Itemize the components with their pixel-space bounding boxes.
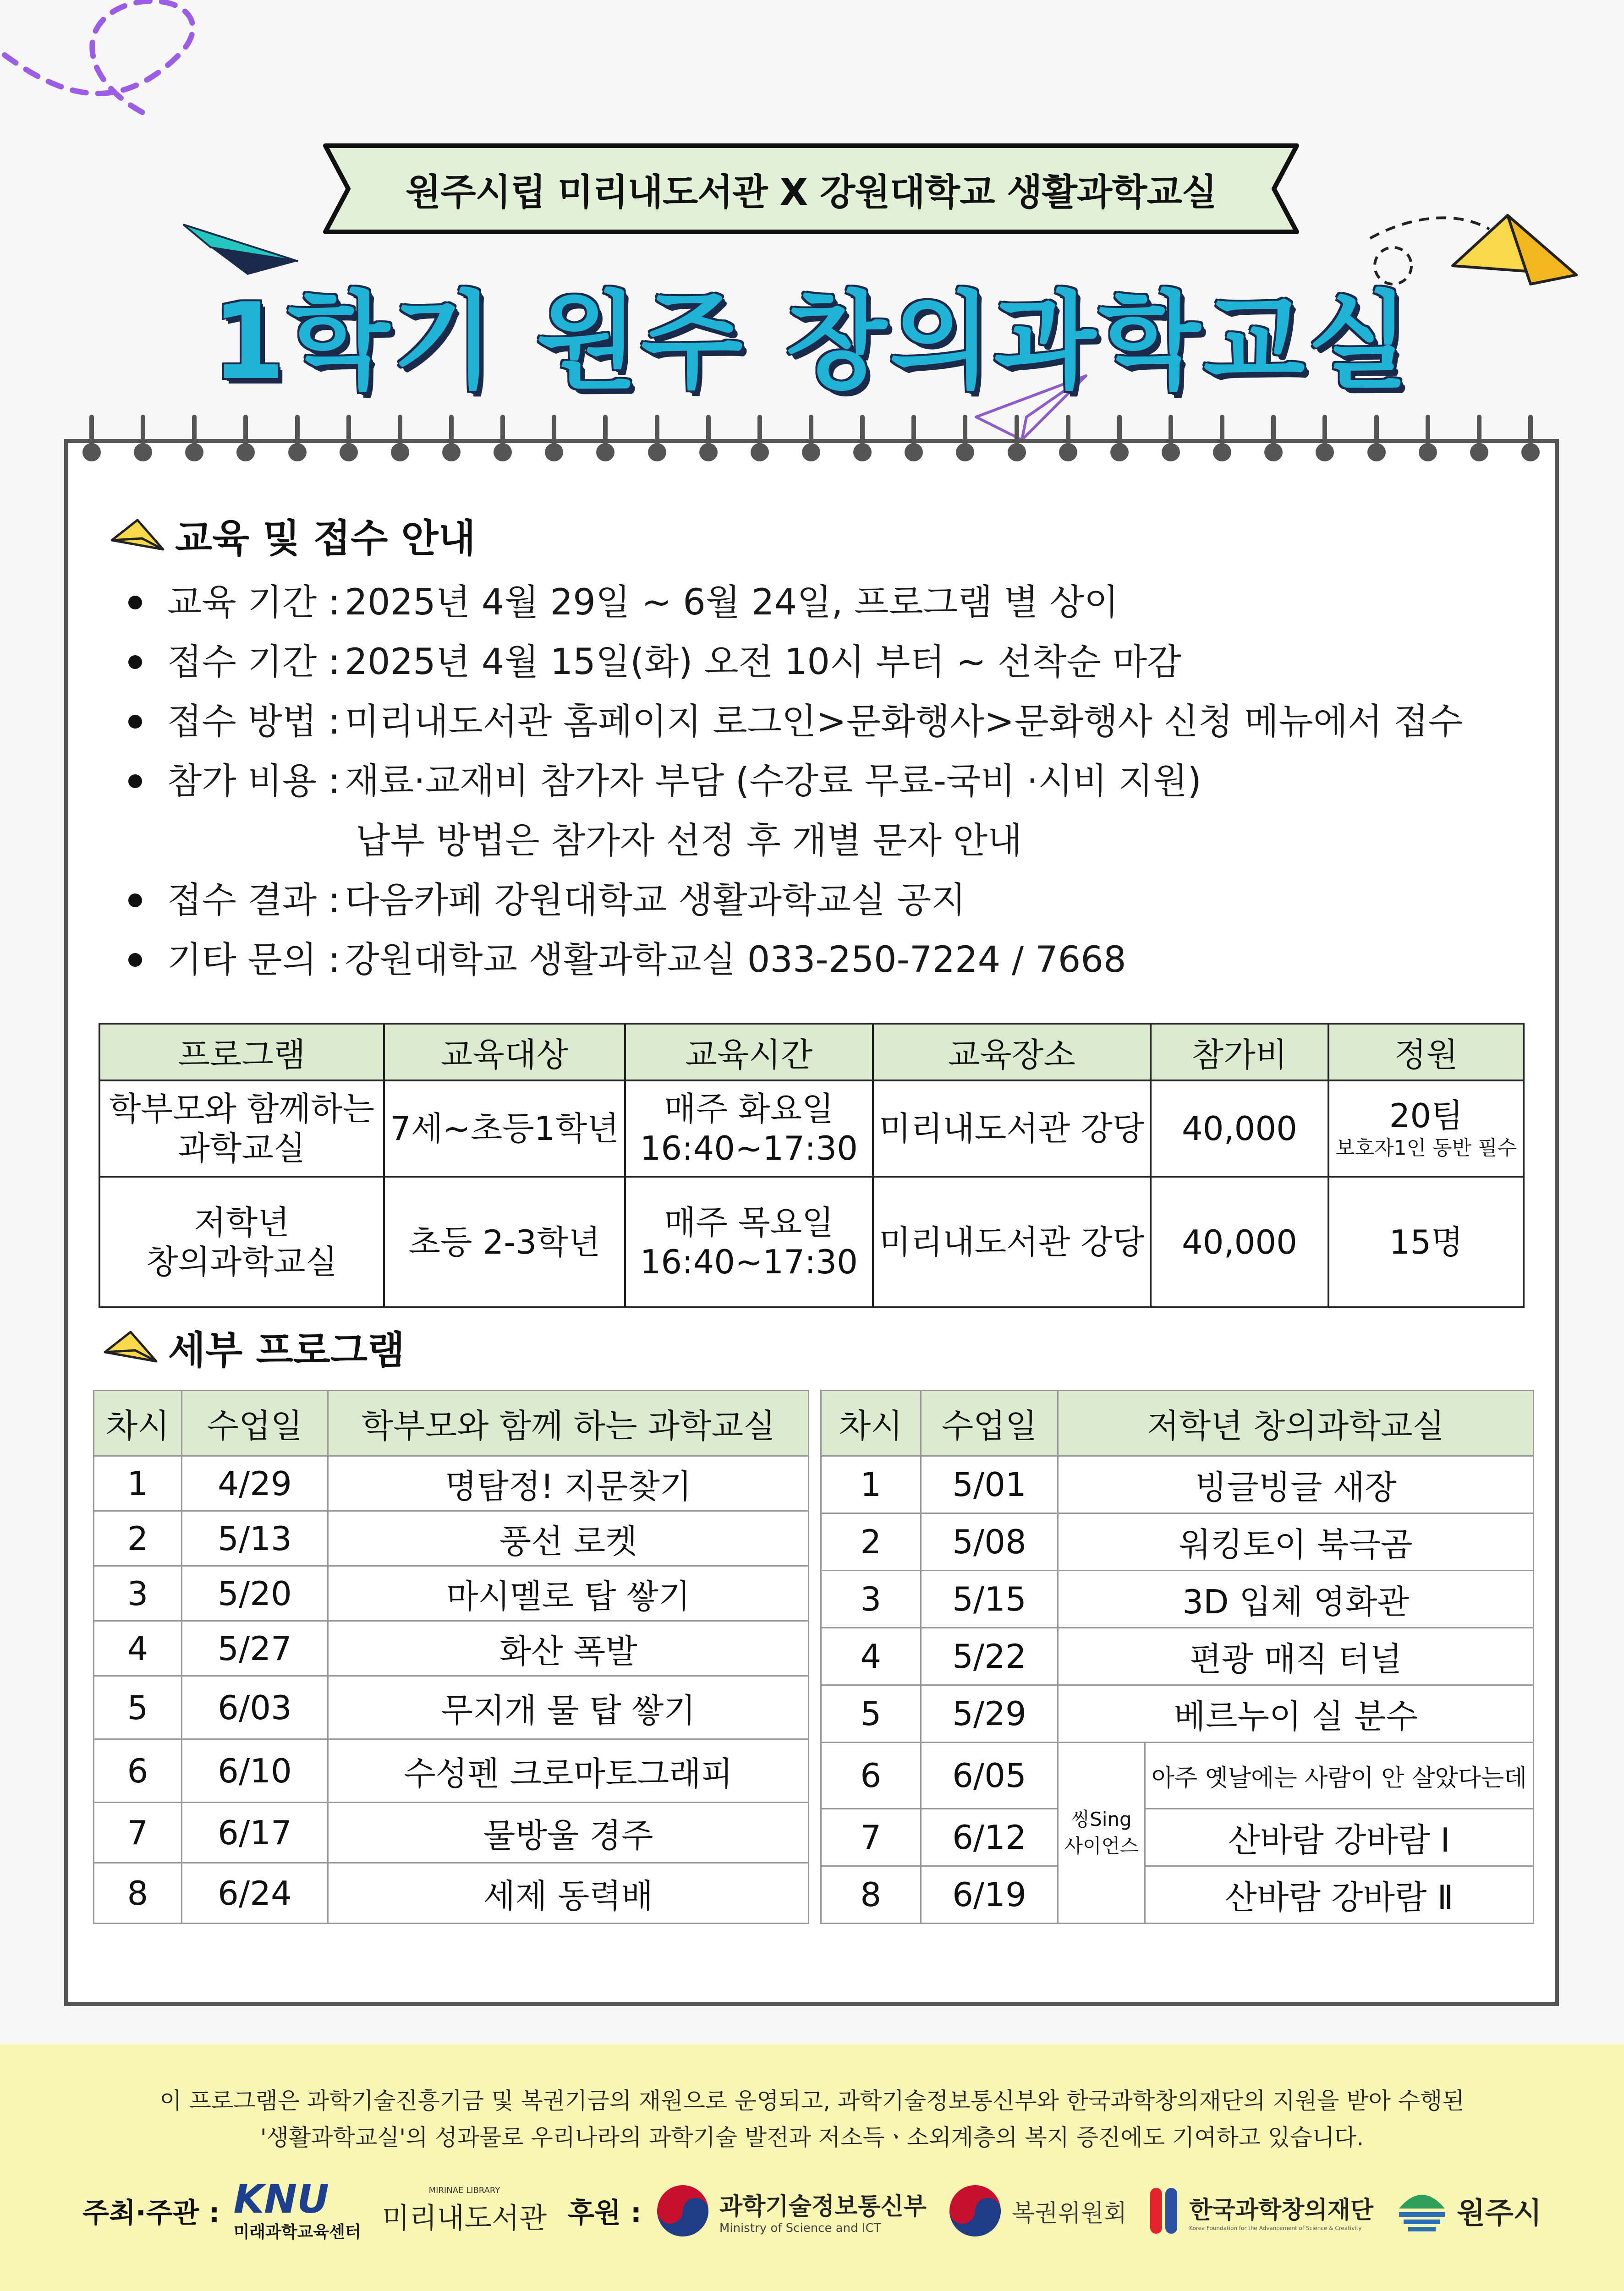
table-row [821,1571,1534,1628]
table-row [821,1628,1534,1685]
col-header: 정원 [1328,1024,1524,1080]
date-cell: 6/17 [181,1803,328,1863]
bullet-icon [128,774,142,788]
taegeuk-icon [655,2183,710,2238]
kofac-logo: 한국과학창의재단 Korea Foundation for the Advancement of Science & Creativity [1148,2183,1373,2238]
lottery-logo: 복권위원회 [948,2183,1127,2238]
guide-list [128,573,1503,990]
table-row [94,1621,809,1676]
binder-ring [596,415,614,465]
binder-ring [185,415,203,465]
table-header-row [821,1391,1534,1456]
bullet-icon [128,953,142,967]
col-header: 참가비 [1151,1024,1329,1080]
knu-logo: KNU 미래과학교육센터 [233,2176,361,2242]
target-cell: 7세~초등1학년 [384,1080,625,1177]
session-cell: 8 [94,1863,182,1924]
session-cell: 4 [821,1628,921,1685]
place-cell: 미리내도서관 강당 [873,1080,1151,1177]
list-item: 접수 기간 : 2025년 4월 15일(화) 오전 10시 부터 ~ 선착순 마감 [128,632,1503,692]
footer-notice: 이 프로그램은 과학기술진흥기금 및 복권기금의 재원으로 운영되고, 과학기술정보통신부와 한국과학창의재단의 지원을 받아 수행된 '생활과학교실'의 성과물로 우리나라의 과학기술 발전과 저소득ㆍ소외계층의 복지 증진에도 기여하고 있습니다. [159,2088,1465,2151]
session-cell: 7 [821,1809,921,1866]
session-cell: 2 [94,1511,182,1566]
date-cell: 4/29 [181,1456,328,1511]
list-item: 교육 기간 : 2025년 4월 29일 ~ 6월 24일, 프로그램 별 상이 [128,573,1503,632]
binder-ring [853,415,872,465]
binder-ring [494,415,512,465]
fee-cell: 40,000 [1151,1177,1329,1307]
binder-ring [1213,415,1231,465]
col-header: 수업일 [921,1391,1058,1456]
binder-ring [1162,415,1180,465]
session-cell: 5 [94,1676,182,1739]
guide-heading-text: 교육 및 접수 안내 [175,516,476,561]
table-row [821,1513,1534,1571]
topic-cell: 워킹토이 북극곰 [1058,1513,1534,1571]
date-cell: 5/29 [921,1685,1058,1743]
table-row [94,1803,809,1863]
binder-ring [751,415,769,465]
table-row [99,1177,1524,1307]
topic-cell: 수성펜 크로마토그래피 [328,1739,809,1803]
table-row [99,1080,1524,1177]
binder-ring [1316,415,1334,465]
session-cell: 2 [821,1513,921,1571]
place-cell: 미리내도서관 강당 [873,1177,1151,1307]
top-banner [321,143,1301,235]
table-row [821,1809,1534,1866]
table-row [94,1863,809,1924]
session-cell: 1 [94,1456,182,1511]
wonju-mark-icon [1394,2186,1449,2236]
binder-ring [1521,415,1540,465]
bullet-icon [128,715,142,729]
binder-ring [288,415,307,465]
topic-cell: 아주 옛날에는 사람이 안 살았다는데 [1145,1743,1534,1809]
library-logo: MIRINAE LIBRARY 미리내도서관 [382,2186,547,2235]
binder-ring [802,415,820,465]
table-row [821,1743,1534,1809]
binder-ring [956,415,974,465]
session-cell: 6 [821,1743,921,1809]
detail-heading-text: 세부 프로그램 [168,1328,405,1373]
topic-cell: 산바람 강바람 Ⅱ [1145,1866,1534,1924]
bullet-icon [128,893,142,907]
group-label-cell: 씽Sing 사이언스 [1058,1743,1145,1924]
binder-ring [442,415,461,465]
program-table [99,1023,1525,1308]
session-cell: 3 [94,1566,182,1621]
detail-table-left [93,1390,809,1924]
list-item: 기타 문의 : 강원대학교 생활과학교실 033-250-7224 / 7668 [128,930,1503,990]
binder-ring [545,415,563,465]
topic-cell: 무지개 물 탑 쌓기 [328,1676,809,1739]
detail-heading [103,1320,405,1375]
table-row [94,1566,809,1621]
binder-ring [1008,415,1026,465]
msit-logo: 과학기술정보통신부 Ministry of Science and ICT [655,2183,927,2238]
topic-cell: 세제 동력배 [328,1863,809,1924]
time-cell: 매주 화요일 16:40~17:30 [625,1080,873,1177]
session-cell: 5 [821,1685,921,1743]
date-cell: 5/01 [921,1456,1058,1513]
topic-cell: 마시멜로 탑 쌓기 [328,1566,809,1621]
col-header: 교육대상 [384,1024,625,1080]
date-cell: 6/12 [921,1809,1058,1866]
col-header: 차시 [94,1391,182,1456]
bullet-icon [128,655,142,669]
target-cell: 초등 2-3학년 [384,1177,625,1307]
time-cell: 매주 목요일 16:40~17:30 [625,1177,873,1307]
logo-row [82,2176,1563,2242]
binder-ring [1367,415,1386,465]
binder-ring [905,415,923,465]
table-row [94,1456,809,1511]
date-cell: 6/03 [181,1676,328,1739]
topic-cell: 편광 매직 터널 [1058,1628,1534,1685]
topic-cell: 물방울 경주 [328,1803,809,1863]
list-item: 접수 방법 : 미리내도서관 홈페이지 로그인>문화행사>문화행사 신청 메뉴에서 접수 [128,692,1503,751]
binder-ring [236,415,255,465]
paper-plane-small-icon [110,517,165,554]
fee-cell: 40,000 [1151,1080,1329,1177]
list-item: 참가 비용 : 재료·교재비 참가자 부담 (수강료 무료-국비 ·시비 지원) [128,751,1503,811]
binder-ring [1059,415,1077,465]
binder-ring [391,415,409,465]
table-row [94,1739,809,1803]
date-cell: 5/27 [181,1621,328,1676]
binder-ring [1419,415,1437,465]
col-header: 저학년 창의과학교실 [1058,1391,1534,1456]
col-header: 수업일 [181,1391,328,1456]
topic-cell: 화산 폭발 [328,1621,809,1676]
taegeuk-icon [948,2183,1003,2238]
date-cell: 6/05 [921,1743,1058,1809]
topic-cell: 빙글빙글 새장 [1058,1456,1534,1513]
paper-plane-small-icon [103,1329,158,1366]
date-cell: 5/20 [181,1566,328,1621]
date-cell: 5/08 [921,1513,1058,1571]
col-header: 학부모와 함께 하는 과학교실 [328,1391,809,1456]
session-cell: 3 [821,1571,921,1628]
banner-text: 원주시립 미리내도서관 X 강원대학교 생활과학교실 [406,170,1217,214]
binder-ring [699,415,718,465]
detail-table-right [820,1390,1534,1924]
table-header-row [99,1024,1524,1080]
table-row [94,1511,809,1566]
table-row [821,1456,1534,1513]
session-cell: 6 [94,1739,182,1803]
binder-ring [340,415,358,465]
binder-ring [1470,415,1488,465]
date-cell: 5/22 [921,1628,1058,1685]
col-header: 프로그램 [99,1024,384,1080]
capacity-cell: 20팀 보호자1인 동반 필수 [1328,1080,1524,1177]
date-cell: 6/10 [181,1739,328,1803]
session-cell: 8 [821,1866,921,1924]
topic-cell: 베르누이 실 분수 [1058,1685,1534,1743]
dashed-curve-decoration [0,0,211,165]
guide-heading [110,508,476,563]
program-cell: 저학년 창의과학교실 [99,1177,384,1307]
list-item-continued: 납부 방법은 참가자 선정 후 개별 문자 안내 [356,820,1022,861]
col-header: 교육장소 [873,1024,1151,1080]
topic-cell: 산바람 강바람 Ⅰ [1145,1809,1534,1866]
list-item: 접수 결과 : 다음카페 강원대학교 생활과학교실 공지 [128,871,1503,930]
bullet-icon [128,596,142,609]
binder-ring [1264,415,1283,465]
page-title: 1학기 원주 창의과학교실 [212,281,1412,403]
program-cell: 학부모와 함께하는 과학교실 [99,1080,384,1177]
topic-cell: 3D 입체 영화관 [1058,1571,1534,1628]
binder-ring [648,415,666,465]
kofac-mark-icon [1148,2183,1180,2238]
col-header: 차시 [821,1391,921,1456]
topic-cell: 풍선 로켓 [328,1511,809,1566]
table-row [821,1866,1534,1924]
host-label: 주최·주관 : [82,2197,220,2229]
wonju-logo: 원주시 [1394,2186,1542,2236]
date-cell: 6/24 [181,1863,328,1924]
binder-ring [82,415,101,465]
col-header: 교육시간 [625,1024,873,1080]
sponsor-label: 후원 : [568,2197,642,2229]
session-cell: 4 [94,1621,182,1676]
footer [0,2044,1624,2291]
session-cell: 1 [821,1456,921,1513]
capacity-cell: 15명 [1328,1177,1524,1307]
date-cell: 6/19 [921,1866,1058,1924]
binder-ring [134,415,152,465]
table-header-row [94,1391,809,1456]
topic-cell: 명탐정! 지문찾기 [328,1456,809,1511]
table-row [94,1676,809,1739]
date-cell: 5/15 [921,1571,1058,1628]
session-cell: 7 [94,1803,182,1863]
table-row [821,1685,1534,1743]
binder-ring [1110,415,1129,465]
date-cell: 5/13 [181,1511,328,1566]
